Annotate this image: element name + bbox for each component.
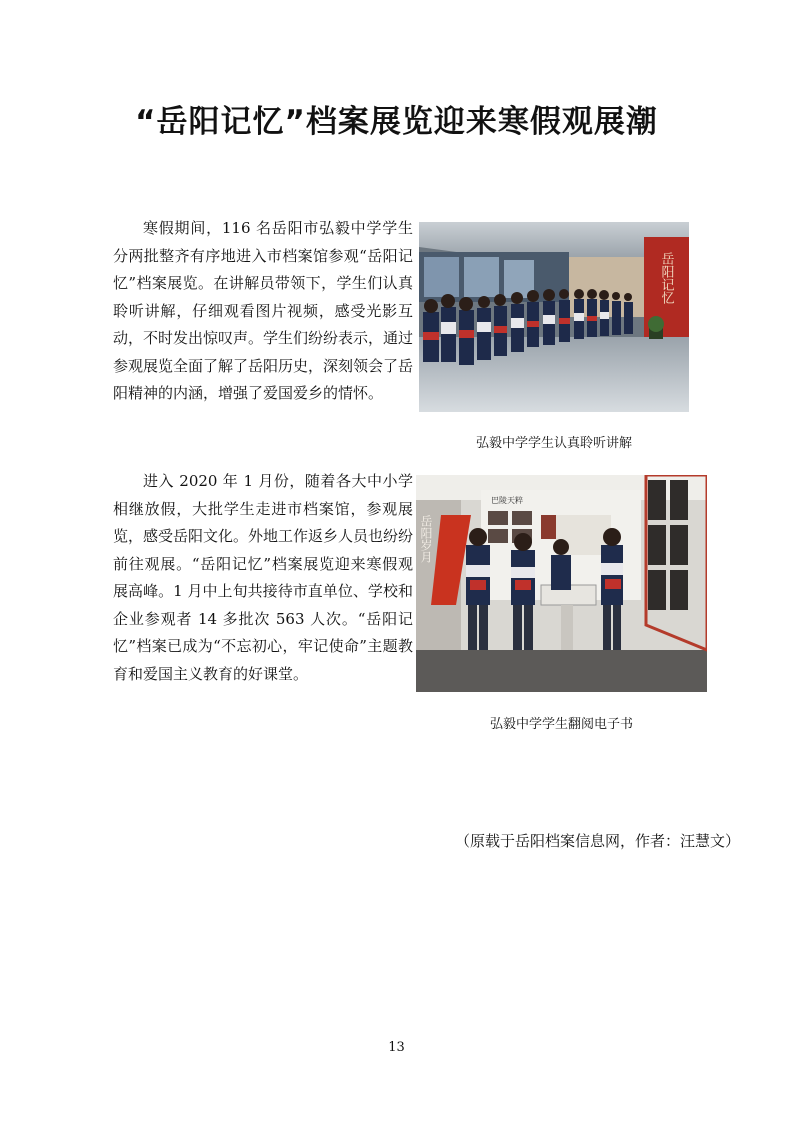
paragraph-2: 进入 2020 年 1 月份，随着各大中小学相继放假，大批学生走进市档案馆，参观展览，感受岳阳文化。外地工作返乡人员也纷纷前往观展。“岳阳记忆”档案展览迎来寒假观展高峰。1 月中上旬共接待市直单位、学校和企业参观者 14 多批次 563 人次。“岳阳记忆”档案已成为“不忘初心，牢记使命”主题教育和爱国主义教育的好课堂。 bbox=[113, 472, 414, 683]
wall-text: 岳阳岁月 bbox=[419, 515, 433, 563]
exhibit-sign-text: 岳阳记忆 bbox=[658, 252, 674, 304]
page-number: 13 bbox=[388, 1040, 405, 1055]
photo-students-listening bbox=[419, 222, 689, 412]
photo-caption-1: 弘毅中学学生认真聆听讲解 bbox=[475, 436, 632, 451]
panel-title-text: 巴陵天粹 bbox=[491, 496, 523, 505]
source-credit: （原载于岳阳档案信息网，作者：汪慧文） bbox=[454, 832, 740, 850]
photo-students-ebook bbox=[416, 475, 707, 692]
paragraph-1: 寒假期间，116 名岳阳市弘毅中学学生分两批整齐有序地进入市档案馆参观“岳阳记忆”档案展览。在讲解员带领下，学生们认真聆听讲解，仔细观看图片视频，感受光影互动，不时发出惊叹声。学生们纷纷表示，通过参观展览全面了解了岳阳历史，深刻领会了岳阳精神的内涵，增强了爱国爱乡的情怀。 bbox=[113, 219, 414, 402]
article-title: “岳阳记忆”档案展览迎来寒假观展潮 bbox=[135, 104, 658, 140]
photo-caption-2: 弘毅中学学生翻阅电子书 bbox=[489, 717, 633, 732]
